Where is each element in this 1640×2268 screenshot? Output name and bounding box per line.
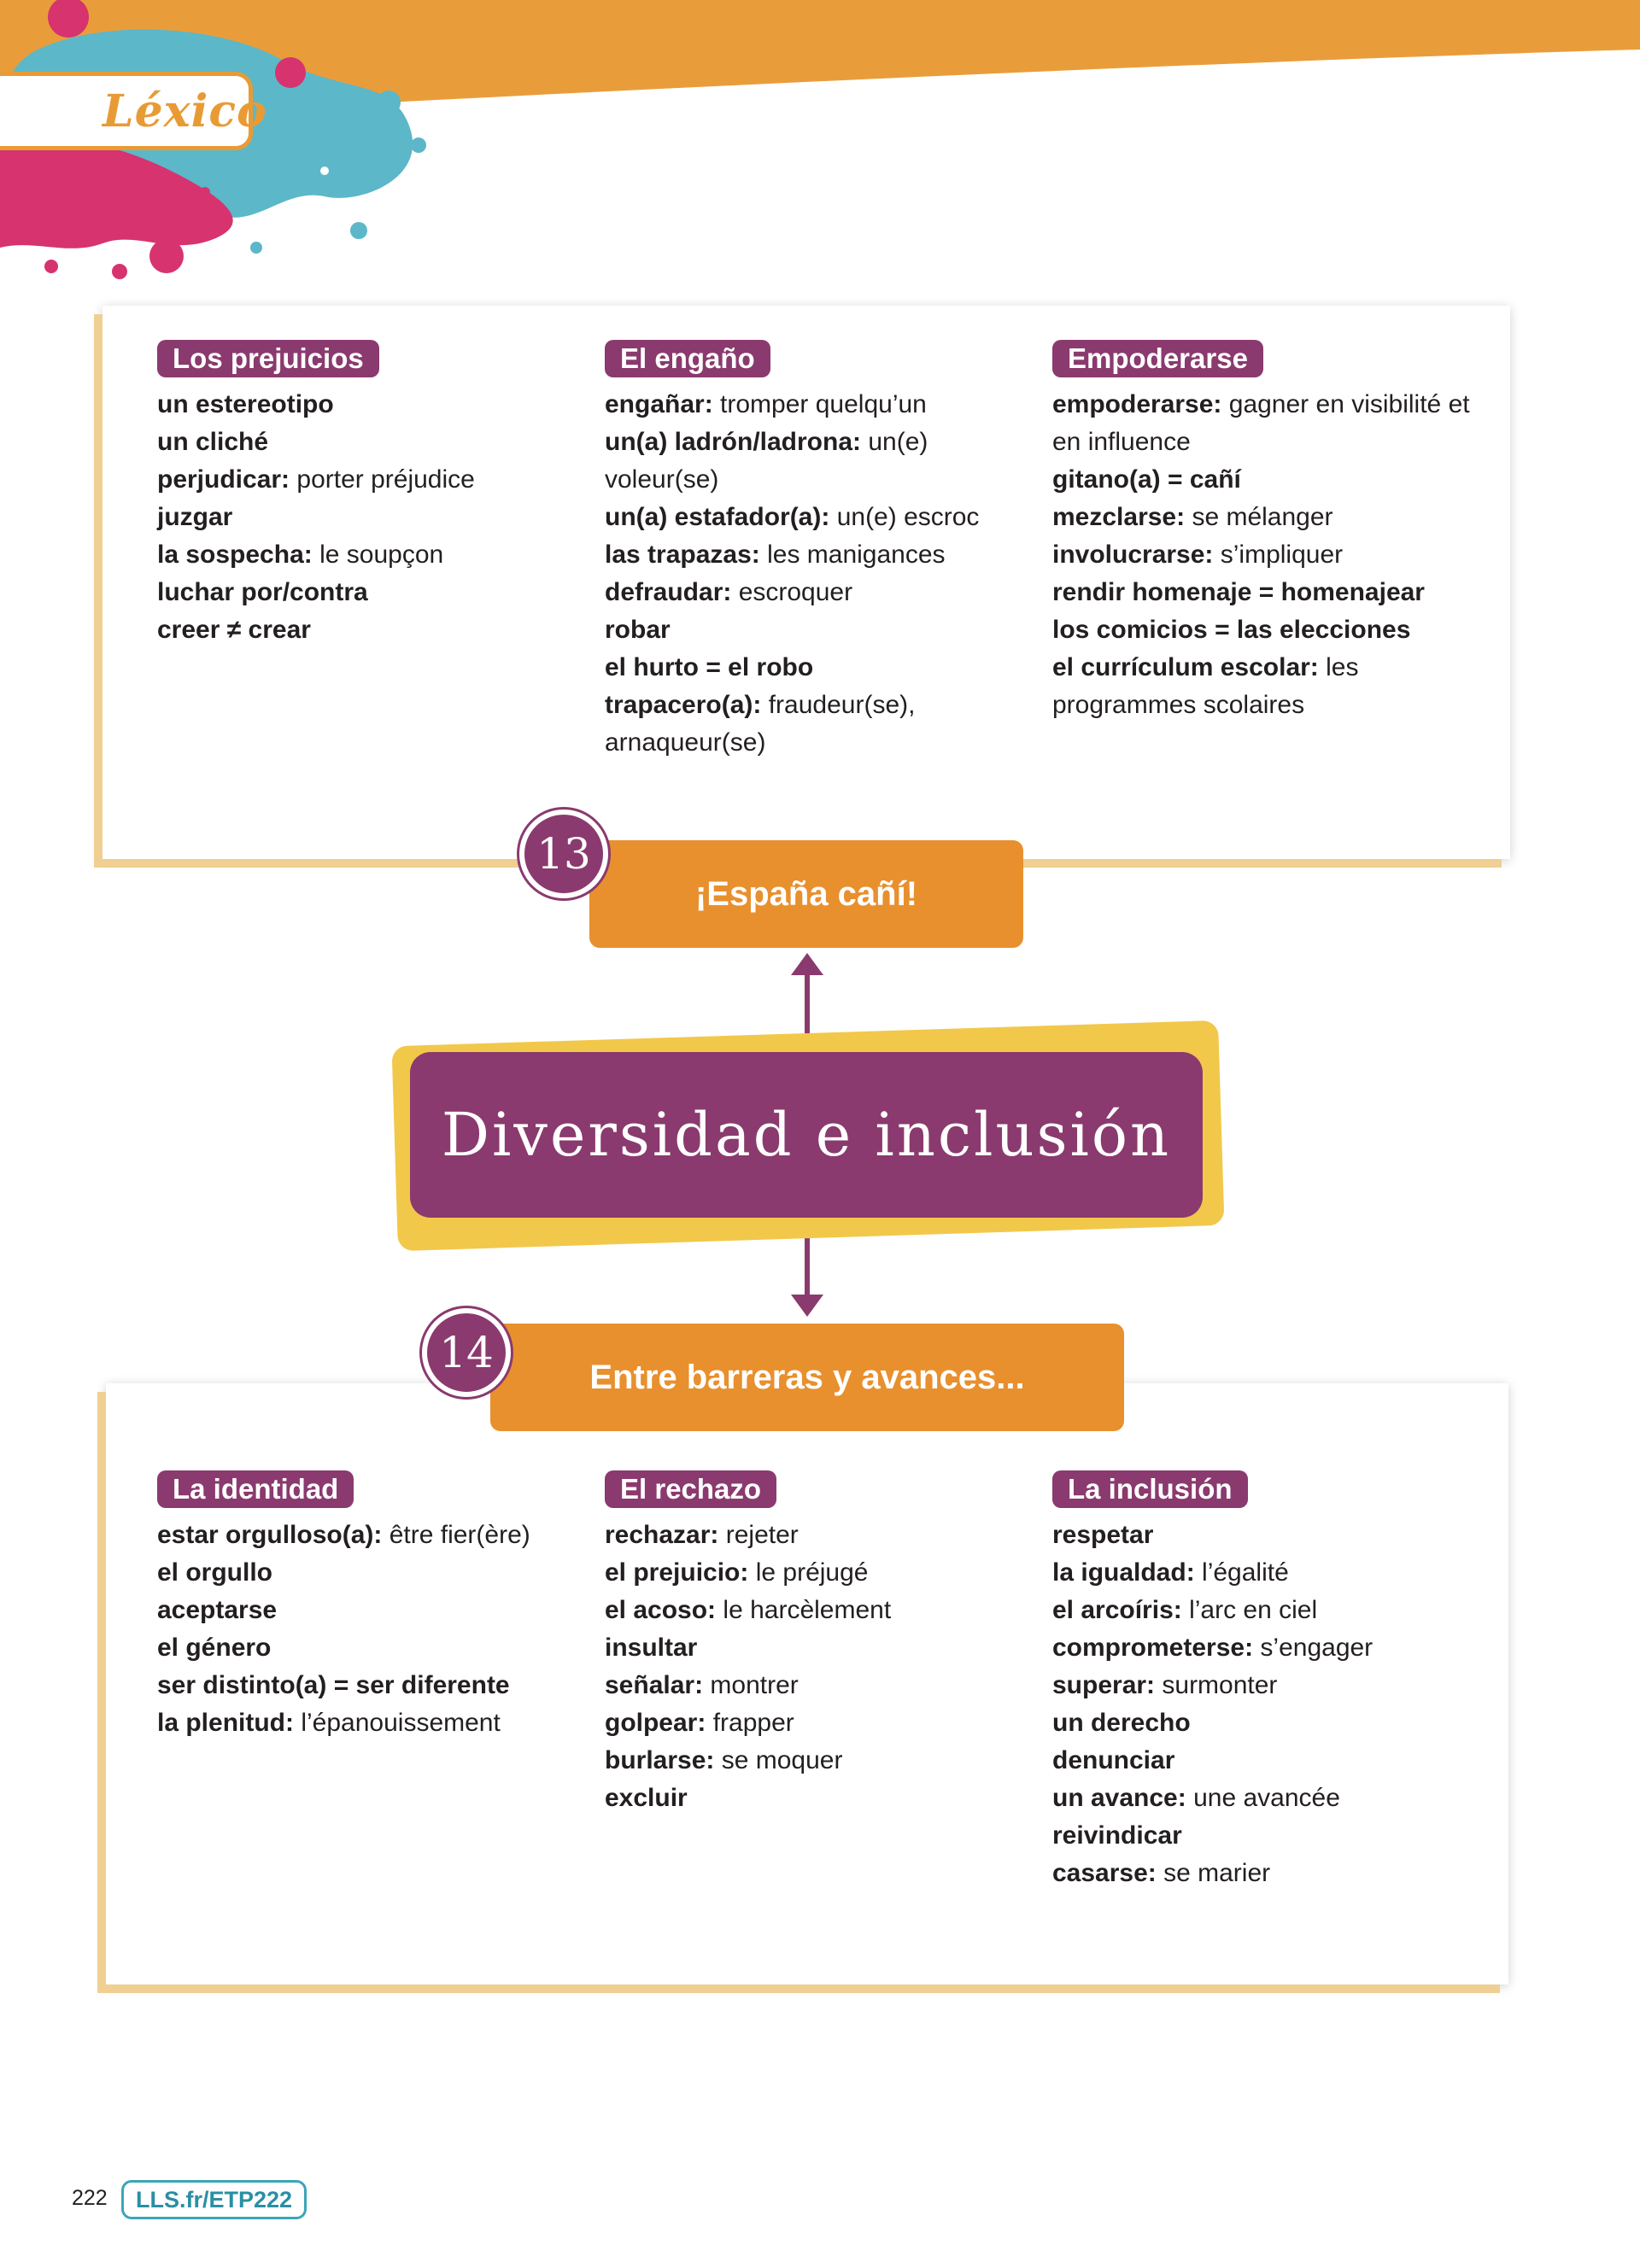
theme-13-number-badge: 13 [519, 810, 608, 898]
vocab-entry: la sospecha: le soupçon [157, 541, 444, 569]
column-la-identidad [157, 1470, 567, 1742]
vocab-entry: el prejuicio: le préjugé [605, 1558, 869, 1587]
vocab-entry: los comicios = las elecciones [1052, 616, 1411, 644]
column-la-inclusion [1052, 1470, 1479, 1892]
vocab-entry: denunciar [1052, 1746, 1175, 1774]
vocab-entry: insultar [605, 1634, 698, 1662]
column-heading: La identidad [157, 1470, 354, 1508]
vocab-entry: ser distinto(a) = ser diferente [157, 1671, 510, 1699]
column-heading: Empoderarse [1052, 340, 1263, 377]
vocab-entry: un cliché [157, 428, 269, 456]
column-heading: La inclusión [1052, 1470, 1248, 1508]
vocab-entry: las trapazas: les manigances [605, 541, 946, 569]
center-title-box [410, 1052, 1203, 1218]
vocab-card-bottom [106, 1383, 1508, 1984]
vocab-entry: perjudicar: porter préjudice [157, 465, 475, 494]
vocab-entry: rechazar: rejeter [605, 1521, 799, 1549]
vocab-entry: un estereotipo [157, 390, 334, 418]
section-label: Léxico [102, 85, 267, 137]
theme-14-box [490, 1324, 1124, 1431]
vocab-entry: golpear: frapper [605, 1709, 794, 1737]
vocab-entry: el acoso: le harcèlement [605, 1596, 892, 1624]
vocab-entry: casarse: se marier [1052, 1859, 1271, 1887]
vocab-entry: reivindicar [1052, 1821, 1182, 1850]
vocab-entry: excluir [605, 1784, 688, 1812]
column-el-rechazo [605, 1470, 998, 1817]
center-title: Diversidad e inclusión [441, 1100, 1172, 1170]
vocab-entry: un(a) ladrón/ladrona: un(e) voleur(se) [605, 428, 928, 494]
column-heading: Los prejuicios [157, 340, 379, 377]
column-heading: El engaño [605, 340, 770, 377]
column-heading: El rechazo [605, 1470, 776, 1508]
vocab-entry: el género [157, 1634, 272, 1662]
vocab-entry: superar: surmonter [1052, 1671, 1278, 1699]
vocab-entry: el currículum escolar: les programmes scolaires [1052, 653, 1359, 719]
vocab-entry: engañar: tromper quelqu’un [605, 390, 927, 418]
vocab-entry: un(a) estafador(a): un(e) escroc [605, 503, 980, 531]
vocab-entry: burlarse: se moquer [605, 1746, 843, 1774]
vocab-entry: creer ≠ crear [157, 616, 311, 644]
theme-13-title: ¡España cañí! [694, 874, 918, 913]
vocab-entry: el orgullo [157, 1558, 272, 1587]
vocab-entry: mezclarse: se mélanger [1052, 503, 1333, 531]
vocab-entry: un derecho [1052, 1709, 1191, 1737]
vocab-entry: juzgar [157, 503, 233, 531]
vocab-entry: robar [605, 616, 671, 644]
vocab-entry: aceptarse [157, 1596, 278, 1624]
arrow-down-icon [791, 1295, 823, 1317]
vocab-entry: luchar por/contra [157, 578, 368, 606]
vocab-entry: un avance: une avancée [1052, 1784, 1340, 1812]
theme-14-number-badge: 14 [422, 1308, 511, 1397]
vocab-entry: el arcoíris: l’arc en ciel [1052, 1596, 1318, 1624]
vocab-entry: el hurto = el robo [605, 653, 814, 681]
vocab-entry: gitano(a) = cañí [1052, 465, 1241, 494]
companion-site-link[interactable]: LLS.fr/ETP222 [121, 2180, 307, 2219]
vocab-entry: la plenitud: l’épanouissement [157, 1709, 501, 1737]
vocab-entry: rendir homenaje = homenajear [1052, 578, 1425, 606]
theme-14-title: Entre barreras y avances... [589, 1358, 1025, 1396]
vocab-entry: empoderarse: gagner en visibilité et en influence [1052, 390, 1470, 456]
vocab-entry: involucrarse: s’impliquer [1052, 541, 1344, 569]
vocab-entry: estar orgulloso(a): être fier(ère) [157, 1521, 530, 1549]
arrow-up-icon [791, 953, 823, 975]
vocab-entry: trapacero(a): fraudeur(se), arnaqueur(se) [605, 691, 916, 757]
vocab-entry: defraudar: escroquer [605, 578, 853, 606]
vocab-entry: comprometerse: s’engager [1052, 1634, 1374, 1662]
vocab-entry: señalar: montrer [605, 1671, 799, 1699]
vocab-entry: respetar [1052, 1521, 1154, 1549]
page-number: 222 [72, 2186, 108, 2210]
vocab-entry: la igualdad: l’égalité [1052, 1558, 1289, 1587]
